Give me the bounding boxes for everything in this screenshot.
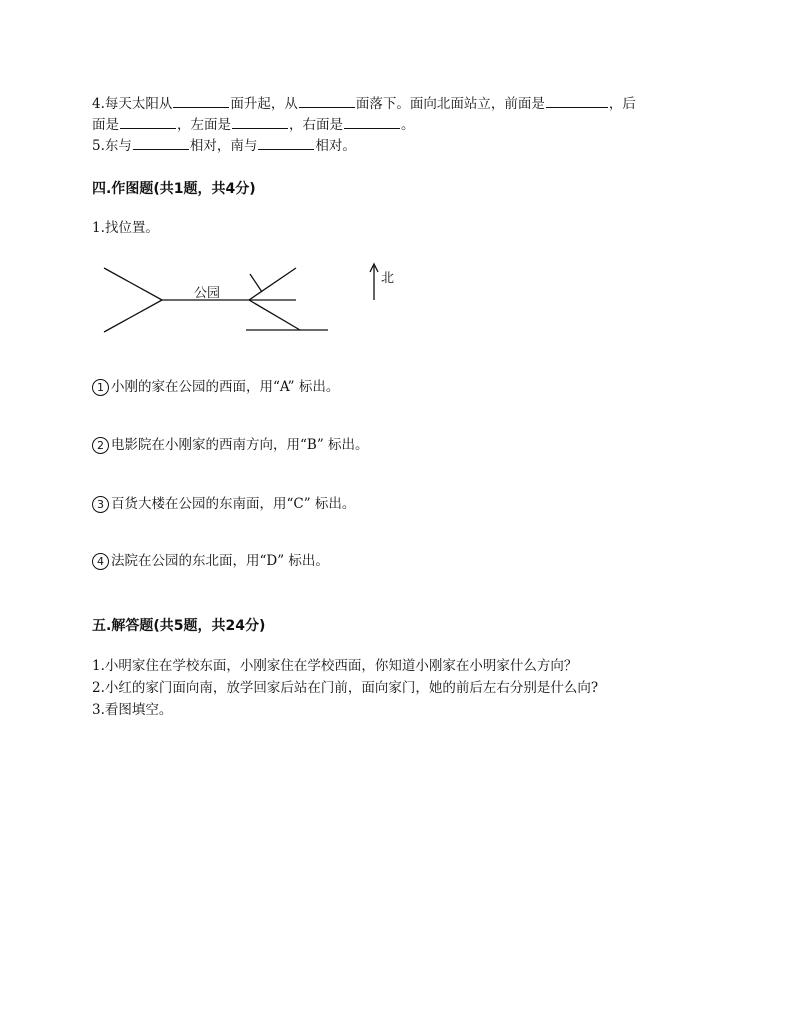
question-5-line: 5.东与 相对，南与 相对。	[92, 138, 356, 154]
section-4-heading: 四.作图题(共1题，共4分)	[92, 181, 256, 197]
section-4-item-3: 3 百货大楼在公园的东南面，用“C” 标出。	[92, 495, 355, 513]
section-5-item-3: 3.看图填空。	[92, 702, 173, 718]
section-4-item-2: 2 电影院在小刚家的西南方向，用“B” 标出。	[92, 436, 369, 454]
circled-number: 3	[92, 496, 109, 513]
section-5-heading: 五.解答题(共5题，共24分)	[92, 618, 266, 634]
section-4-item-1: 1 小刚的家在公园的西面，用“A” 标出。	[92, 378, 339, 396]
circled-number: 2	[92, 437, 109, 454]
question-4-line-2: 面是 ，左面是 ，右面是 。	[92, 117, 415, 133]
circled-number: 4	[92, 553, 109, 570]
park-label: 公园	[194, 286, 221, 301]
section-4-question-1: 1.找位置。	[92, 220, 159, 236]
circled-number: 1	[92, 379, 109, 396]
map-road	[249, 300, 300, 330]
north-label: 北	[381, 271, 395, 286]
map-road	[250, 274, 262, 292]
section-4-item-4: 4 法院在公园的东北面，用“D” 标出。	[92, 552, 329, 570]
map-road	[104, 300, 162, 332]
map-road	[104, 268, 162, 300]
section-5-item-1: 1.小明家住在学校东面，小刚家住在学校西面，你知道小刚家在小明家什么方向？	[92, 658, 578, 674]
question-4-line-1: 4.每天太阳从 面升起，从 面落下。面向北面站立，前面是 ，后	[92, 96, 636, 112]
section-5-item-2: 2.小红的家门面向南，放学回家后站在门前，面向家门，她的前后左右分别是什么向?	[92, 680, 599, 696]
